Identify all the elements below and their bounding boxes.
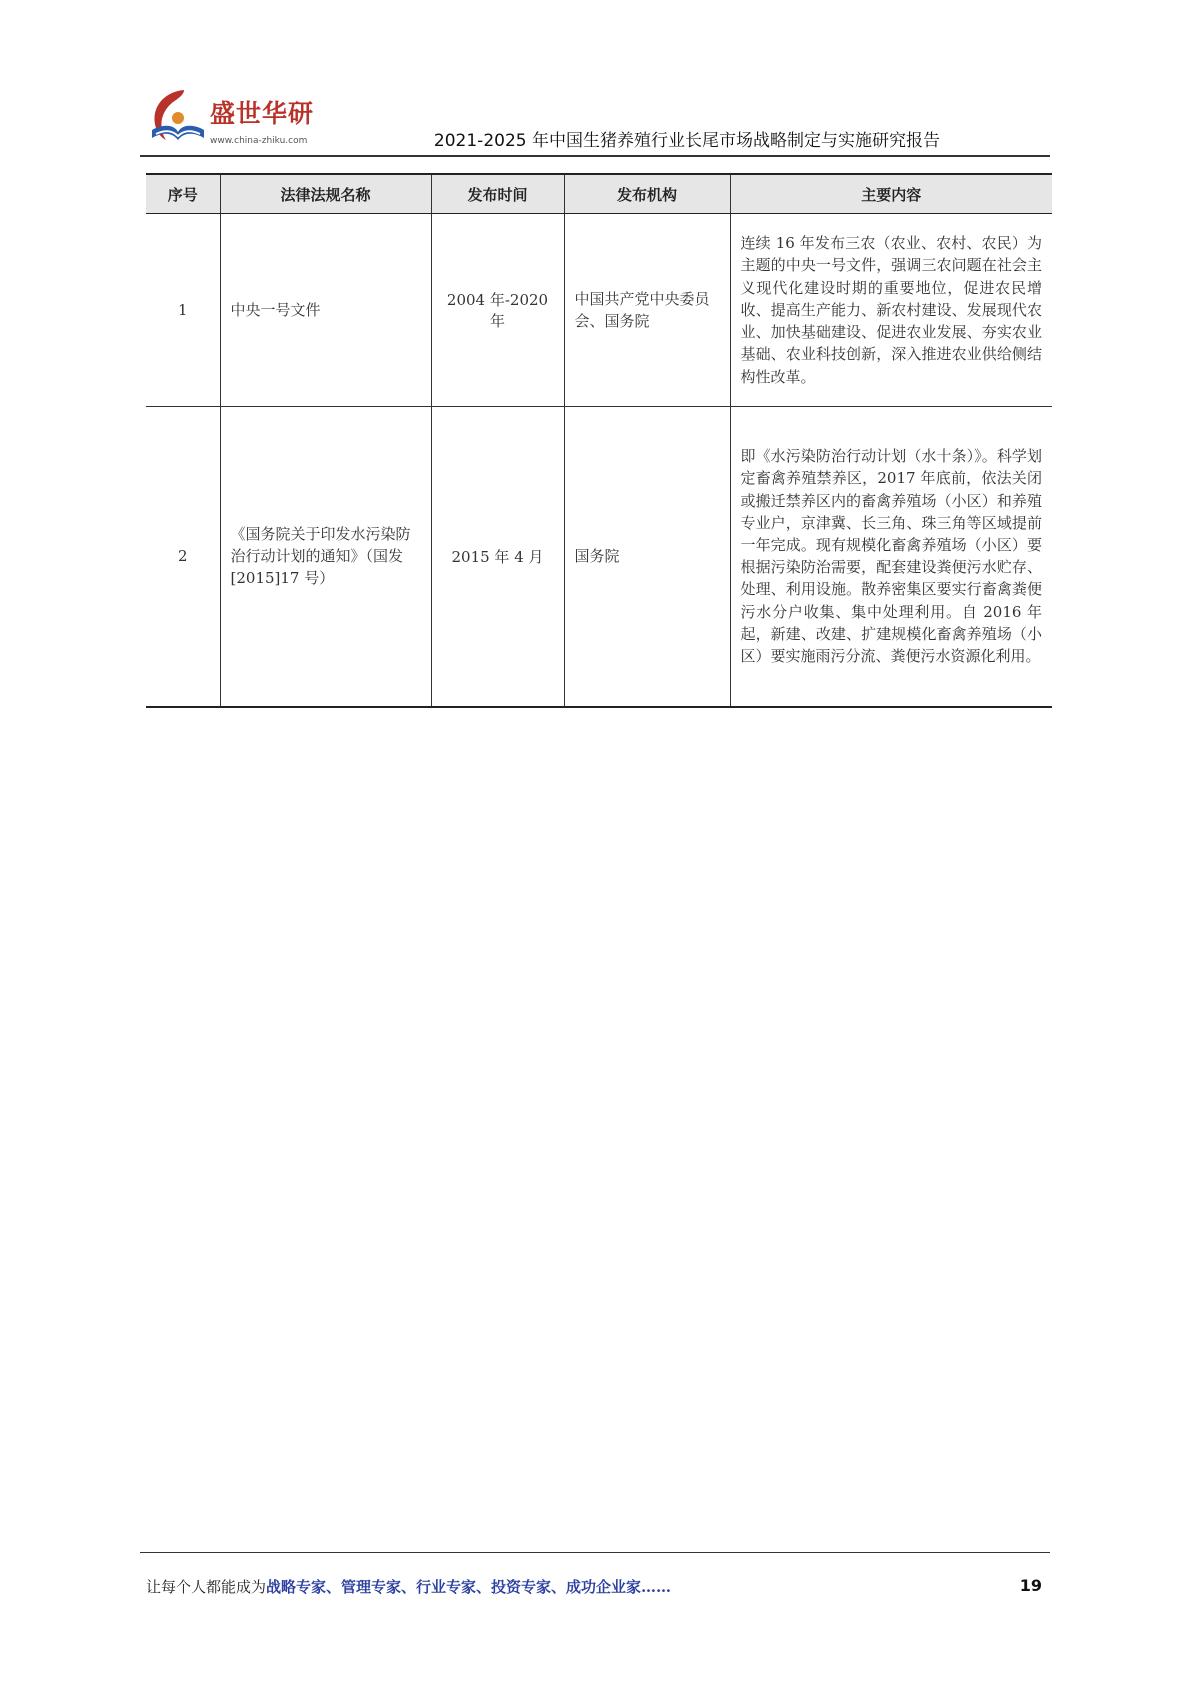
column-header-org: 发布机构 [564, 174, 730, 214]
cell-no: 2 [146, 407, 220, 707]
page-footer [146, 1576, 1046, 1602]
cell-org: 国务院 [564, 407, 730, 707]
column-header-content: 主要内容 [730, 174, 1052, 214]
logo-emblem-icon [144, 84, 208, 148]
cell-content: 连续 16 年发布三农（农业、农村、农民）为主题的中央一号文件，强调三农问题在社会主义现代化建设时期的重要地位，促进农民增收、提高生产能力、新农村建设、发展现代农业、加快基础建设、促进农业发展、夯实农业基础、农业科技创新，深入推进农业供给侧结构性改革。 [730, 214, 1052, 407]
column-header-time: 发布时间 [431, 174, 564, 214]
cell-no: 1 [146, 214, 220, 407]
header-divider [140, 155, 1050, 157]
cell-name: 《国务院关于印发水污染防治行动计划的通知》（国发[2015]17 号） [220, 407, 431, 707]
table-row [146, 214, 1052, 407]
column-header-no: 序号 [146, 174, 220, 214]
logo-text: 盛世华研 [210, 99, 315, 128]
cell-time: 2004 年-2020 年 [431, 214, 564, 407]
page-number: 19 [1019, 1576, 1042, 1595]
table-header-row [146, 174, 1052, 214]
cell-name: 中央一号文件 [220, 214, 431, 407]
cell-time: 2015 年 4 月 [431, 407, 564, 707]
page-header [140, 80, 1050, 172]
table-row [146, 407, 1052, 707]
footer-slogan-emphasis: 战略专家、管理专家、行业专家、投资专家、成功企业家…… [266, 1578, 672, 1596]
company-logo [144, 84, 344, 154]
footer-slogan-prefix: 让每个人都能成为 [146, 1578, 267, 1596]
footer-divider [140, 1552, 1050, 1553]
cell-content: 即《水污染防治行动计划（水十条）》。科学划定畜禽养殖禁养区，2017 年底前，依法关闭或搬迁禁养区内的畜禽养殖场（小区）和养殖专业户，京津冀、长三角、珠三角等区域提前一年完成。现有规模化畜禽养殖场（小区）要根据污染防治需要，配套建设粪便污水贮存、处理、利用设施。散养密集区要实行畜禽粪便污水分户收集、集中处理利用。自 2016 年起，新建、改建、扩建规模化畜禽养殖场（小区）要实施雨污分流、粪便污水资源化利用。 [730, 407, 1052, 707]
logo-url: www.china-zhiku.com [210, 136, 308, 146]
cell-org: 中国共产党中央委员会、国务院 [564, 214, 730, 407]
report-title: 2021-2025 年中国生猪养殖行业长尾市场战略制定与实施研究报告 [433, 131, 940, 151]
regulations-table [146, 173, 1052, 708]
column-header-name: 法律法规名称 [220, 174, 431, 214]
